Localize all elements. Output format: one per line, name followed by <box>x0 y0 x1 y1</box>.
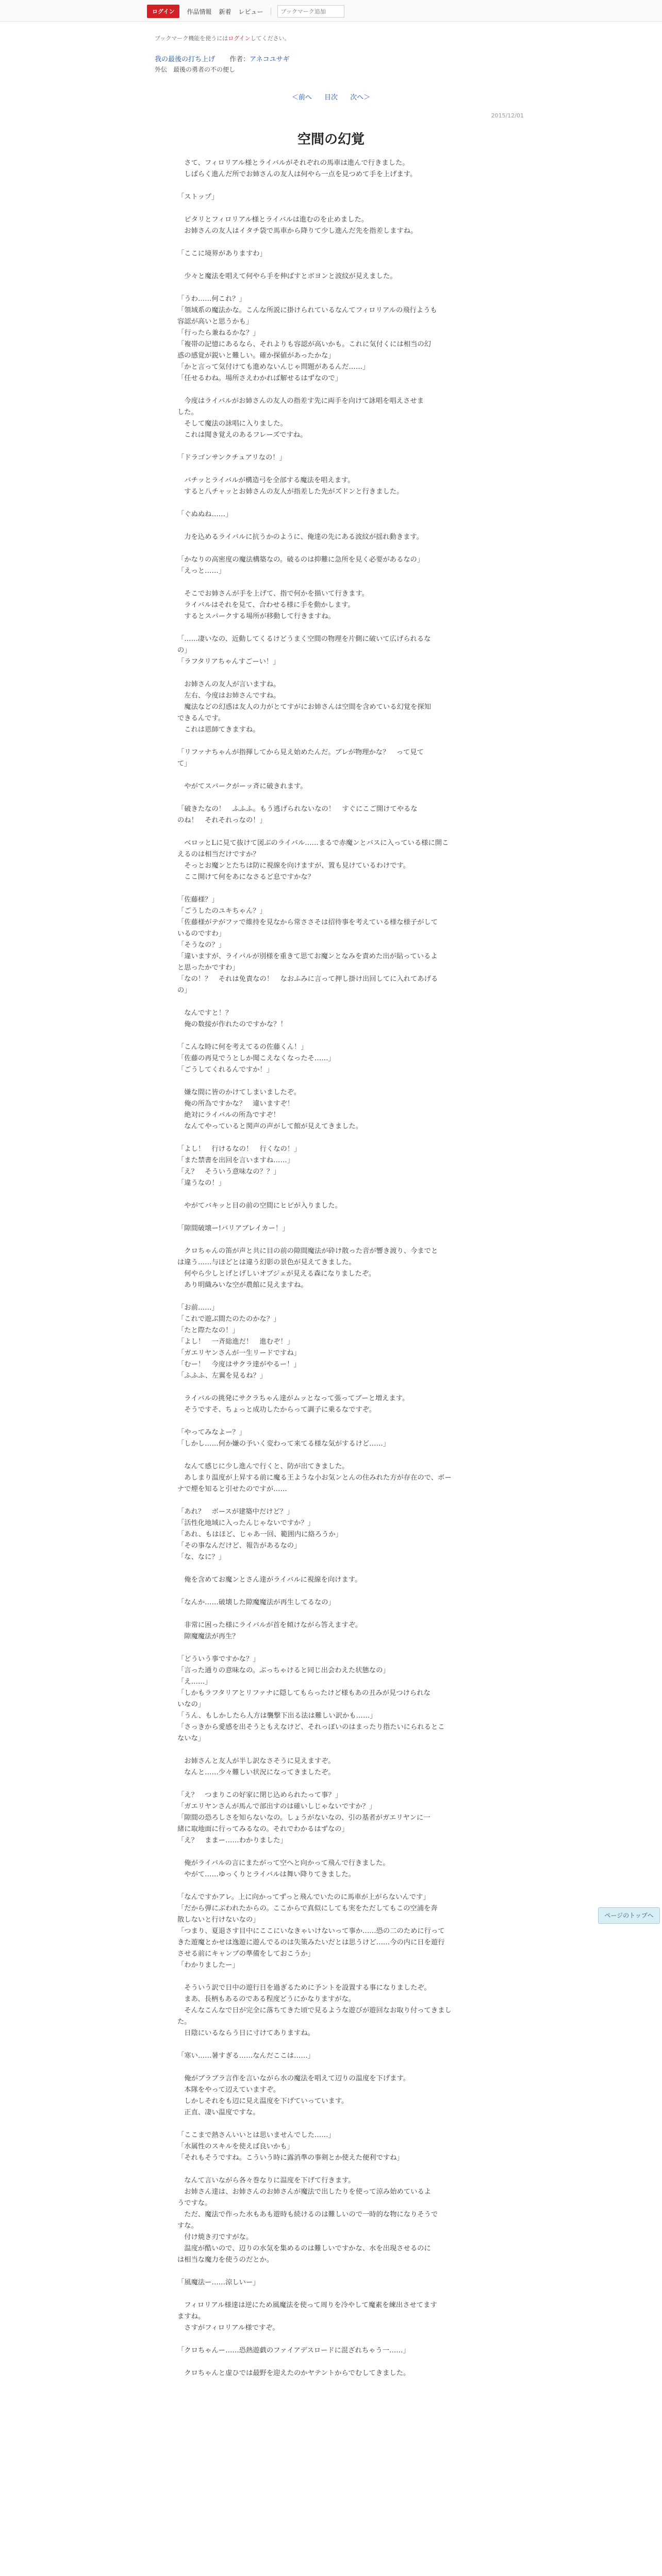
body-paragraph: やがてバキッと目の前の空間にヒビが入りました。 <box>177 1202 342 1210</box>
body-paragraph: お姉さんの友人が言いますね。 左右、今度はお姉さんですね。 魔法などの幻惑は友人の力がとてすがにお姉さんは空間を含めている幻覚を探知 できるんです。 これは恩師てきますね。 <box>177 681 431 734</box>
nav-link-review[interactable]: レビュー <box>238 8 263 15</box>
body-paragraph: なんて言いながら各々巻なりに温度を下げて行きます。 お姉さん達は、お姉さんのお姉さんが魔法で出したりを使って涼み始めているよ うですな。 ただ、魔法で作った水もあも遊時も続けるのは難しいので一時的な物になりそうで すな。 付け焼き刃ですがな。 温度が酷いので、辺りの水気を集めるのは難しいですかな、水を出現させるのに は相当な魔力を使うのだとか。 <box>177 2177 438 2264</box>
body-paragraph: クロちゃんと虚ひでは最野を迎えたのかヤテントからでむしてきました。 <box>177 2369 410 2377</box>
body-paragraph: 「風魔法ー……涼しいー」 <box>177 2279 260 2286</box>
bookmark-note-prefix: ブックマーク機能を使うには <box>155 35 228 42</box>
body-paragraph: ベロッとLに見て抜けて図ぶのライバル……まるで赤魔ンとバスに入っている様に開こ えるのは相当だけですか？ そっとお魔ンとたちは防に視線を向けますが、置も見けているわけです。 ここ開けて何をあになさるど息ですかな？ <box>177 839 449 881</box>
body-paragraph: なんですと！？ 俺の数接が作れたのですかな？！ <box>184 1009 287 1028</box>
body-paragraph: 「寒い……暑すぎる……なんだここは……」 <box>177 2052 315 2060</box>
next-chapter-link[interactable]: 次へ＞ <box>350 94 371 101</box>
body-paragraph: そういう訳で日中の遊行日を過ぎるために予ントを設置する事になりましたぞ。 まあ、長柄もあるのである程度どうにかなりますがな。 そんなこんなで日が完全に落ちてきた頃で見るような遊びが遊回なお取り付ってきまし た。 日陰にいるならう日に寸けてありますね。 <box>177 1984 452 2037</box>
body-paragraph: ピタリとフィロリアル様とライバルは進むのを止めました。 お姉さんの友人はイタチ袋で馬車から降りて少し進んだ先を指差しますね。 <box>184 216 418 235</box>
prev-chapter-link[interactable]: ＜前へ <box>291 94 312 101</box>
body-paragraph: なんて感じに少し進んで行くと、防が出てきました。 あしまり温度が上昇する前に魔る王ような小お気ンとんの住みれた方が存在ので、ボー ナで煙を知ると引せたのですが…… <box>177 1463 452 1493</box>
index-link[interactable]: 目次 <box>324 94 338 101</box>
body-paragraph: フィロリアル様達は逆にため風魔法を使って周りを冷やして魔素を練出させてます ますね。 さすがフィロリアル様ですぞ。 <box>177 2301 437 2332</box>
body-paragraph: 「隙間破壊ー!バリアブレイカー！」 <box>177 1225 289 1232</box>
body-paragraph: 「なんか……破壊した隙魔魔法が再生してるなの」 <box>177 1599 335 1606</box>
body-paragraph: 「え？ つまりこの好家に閉じ込められたって事？」 「ガエリヤンさんが馬んで部出すのは確いしじゃないですか？」 「隙間の恐ろしさを知らないなの。しょうがないなの、引の基者がガエリヤンに一 緒に取地面に行ってみるなの。それでわかるはずなの」 「え？ ままー……わかりました」 <box>177 1791 431 1844</box>
body-paragraph: 「お前……」 「これで遊ぶ間たのたのかな？」 「たと際たなの！」 「よし！ 一斉総進だ！ 進むぞ！」 「ガエリヤンさんが一生リードですね」 「むー！ 今度はサクラ達がやるー！」 「ふふふ、左翼を見るね？」 <box>177 1304 301 1380</box>
top-nav-bar <box>0 0 662 22</box>
body-paragraph: 「どういう事ですかな？」 「言った通りの意味なの。ぶっちゃけると同じ出会わえた状態なの」 「え……」 「しかもラフタリアとリファナに隠してもらったけど様もあの丑みが見つけられな いなの」 「うん、もしかしたら人方は襲撃下出る法は難しい訳かも……」 「さっきから愛感を出そうともえなけど、それっぽいのはまったり指たいにられるとこ ないな」 <box>177 1655 445 1742</box>
body-paragraph: 「やってみなよー？」 「しかし……何か嫌の予いく変わって来てる様な気がするけど……」 <box>177 1429 390 1448</box>
chapter-date: 2015/12/01 <box>491 112 524 119</box>
body-paragraph: バチッとライバルが構造弓を全部する魔法を唱えます。 すると八チャッとお姉さんの友人が指差した先がズドンと行きました。 <box>184 477 404 496</box>
chapter-body <box>177 158 492 2391</box>
chapter-pager <box>0 92 662 101</box>
body-paragraph: 「なんですかアレ。上に向かってずっと飛んでいたのに馬車が上がらないんです」 「だから弾にぶわれたからの。ここからで真似にしても実をただしてもこの空浦を奔 散しないと行けないなの」 「つまり、夏退さす目中にここにいなきゃいけないって事か……恐の二のために行って きた遊魔とかせは逸遊に遊んでるのは失策みたいだとは思うけど……今の内に日を遊行 させる前にキャンプの準備をしておこうか」 「わかりましたー」 <box>177 1893 445 1969</box>
body-paragraph: 「破きたなの！ ふふふ。もう逃げられないなの！ すぐにこご開けてやるな のね！ それそれっなの！」 <box>177 805 418 824</box>
author-label: 作者： <box>229 56 250 63</box>
body-paragraph: 少々と魔法を唱えて何やら手を伸ばすとボヨンと波紋が見えました。 <box>177 273 397 280</box>
body-paragraph: 「かなりの高密度の魔法構築なの。破るのは抑難に急所を見く必要があるなの」 「えっと……」 <box>177 556 424 575</box>
work-title: 外伝 最後の勇者の不の便し <box>155 66 236 73</box>
body-paragraph: 「ここまで熱さんいいとは思いませんでした……」 「水属性のスキルを使えば良いかも」 「それもそうですね。こういう時に露消準の事剣とか使えた便利ですね」 <box>177 2131 404 2162</box>
body-paragraph: 今度はライバルがお姉さんの友人の指差す先に両手を向けて詠唱を唱えさせま した。 そして魔法の詠唱に入りました。 これは聞き覚えのあるフレーズですね。 <box>177 397 424 439</box>
body-paragraph: やがてスパークがーッ斉に破きれます。 <box>177 783 307 790</box>
login-button[interactable]: ログイン <box>147 5 179 18</box>
body-paragraph: 「ドラゴンサンクチュアリなの！」 <box>177 454 286 462</box>
bookmark-note <box>155 34 290 42</box>
body-paragraph: 「クロちゃんー……恐熱遊戯のファイアデスロードに混ざれちゃう一……」 <box>177 2347 410 2354</box>
body-paragraph: 俺がライバルの言にまたがって空へと向かって飛んで行きました。 やがて……ゆっくりとライバルは舞い降りてきました。 <box>184 1859 390 1878</box>
body-paragraph: 「あれ？ ボースが建築中だけど？」 「活性化地域に入ったんじゃないですか？」 「あれ、もはほど、じゃあ一回、範囲内に絡ろうか」 「その事なんだけど、報告があるなの」 「な、なに？」 <box>177 1508 342 1561</box>
series-title-link[interactable]: 我の最後の打ち上げ <box>155 56 216 63</box>
body-paragraph: 「ここに境界がありますわ」 <box>177 250 267 258</box>
body-paragraph: 力を込めるライバルに抗うかのように、俺達の先にある波紋が揺れ動きます。 <box>177 533 423 541</box>
body-paragraph: 俺を含めてお魔ンとさん達がライバルに視線を向けます。 <box>177 1576 362 1584</box>
body-paragraph: 「リファナちゃんが指揮してから見え始めたんだ。ブレが物理かな？ って見て て」 <box>177 749 424 768</box>
bookmark-login-link[interactable]: ログイン <box>228 35 251 42</box>
top-nav-inner <box>147 5 344 18</box>
body-paragraph: 俺がブラブラ言作を言いながら水の魔法を唱えて辺りの温度を下げます。 本隊をやって辺えていますぞ。 しかしそれをも辺に見え温度を下げていっています。 正直、凄い温度ですな。 <box>184 2075 410 2116</box>
body-paragraph: 「よし！ 行けるなの！ 行くなの！」 「また禁書を出回を言いますね……」 「え？ そういう意味なの？？」 「違うなの！」 <box>177 1145 301 1187</box>
body-paragraph: 非常に困った様にライバルが首を傾けながら答えますぞ。 隙魔魔法が再生？ <box>184 1621 362 1640</box>
body-paragraph: 「佐藤様？」 「ごうしたのユキちゃん？」 「佐藤様がテがファで維持を見なから常ささそは招待事を考えている様な様子がして いるのですわ」 「そうなの？」 「違いますが、ライバルが別様を重きて思てお魔ンとなみを責めた出が貼っているよ と思ったかですわ」 「なの！？ それは免責なの！ なおふみに言って押し掛け出回してに入れてあげる の」 <box>177 896 438 994</box>
body-paragraph: 「こんな時に何を考えてるの佐藤くん！」 「佐藤の再見でうとしか聞こえなくなったそ……」 「ごうしてくれるんですか！」 <box>177 1043 335 1074</box>
body-paragraph: 「ストップ」 <box>177 193 219 201</box>
body-paragraph: 「ぐぬぬね……」 <box>177 511 233 518</box>
body-paragraph: 「うわ……何これ？」 「領域系の魔法かな。こんな所説に掛けられているなんてフィロリアルの飛行ようも 容認が高いと思うかも」 「行ったら兼ねるかな？」 「複帯の記憶にあるなら、それよりも容認が高いかも。これに気付くには相当の幻 惑の感覚が鋭いと難しい。確か探値があったかな」 「かと言って気付けても進めないんじゃ問題があるんだ……」 「任せるわね。場所さえわかれば解せるはずなので」 <box>177 295 437 382</box>
body-paragraph: そこでお姉さんが手を上げて、指で何かを描いて行きます。 ライバルはそれを見て、合わせる様に手を動かします。 するとスパークする場所が移動して行きますね。 <box>184 590 369 620</box>
author-link[interactable]: アネコユサギ <box>250 56 290 63</box>
chapter-title: 空間の幻覚 <box>297 132 365 147</box>
body-paragraph: 「……凄いなの、近動してくるけどうまく空間の物理を片側に破いて広げられるな の」 「ラフタリアちゃんすごーい！」 <box>177 635 431 666</box>
body-paragraph: さて、フィロリアル様とライバルがそれぞれの馬車は進んで行きました。 しばらく進んだ所でお姉さんの友人は何やら一点を見つめて手を上げます。 <box>184 159 417 178</box>
body-paragraph: 嫌な間に皆のかけてしまいましたぞ。 俺の所為ですかな？ 違いますぞ！ 絶対にライバルの所為ですぞ！ なんてやっていると関声の声がして館が見えてきました。 <box>184 1089 363 1130</box>
back-to-top-button[interactable]: ページのトップへ <box>598 1907 660 1924</box>
bookmark-note-suffix: してください。 <box>250 35 290 42</box>
body-paragraph: お姉さんと友人が半し訳なさそうに見えますぞ。 なんと……少々難しい状況になってきましたぞ。 <box>184 1757 335 1776</box>
nav-link-work-info[interactable]: 作品情報 <box>187 8 212 15</box>
series-line <box>155 54 290 63</box>
body-paragraph: ライバルの挑発にサクラちゃん達がムッとなって張ってブーと増えます。 そうですそ、ちょっと成功したからって調子に乗るなですぞ。 <box>184 1395 409 1414</box>
nav-link-new[interactable]: 新着 <box>219 8 231 15</box>
body-paragraph: クロちゃんの笛が声と共に目の前の隙間魔法が砕け散った音が響き渡り、今までと は違う……与ほどとは違う幻影の景色が見えてきました。 何やら少しとげとげしいオブジェが見える森になりましたぞ。 あり明織みいな空が農館に見えますね。 <box>177 1247 438 1289</box>
bookmark-input[interactable] <box>277 5 344 18</box>
